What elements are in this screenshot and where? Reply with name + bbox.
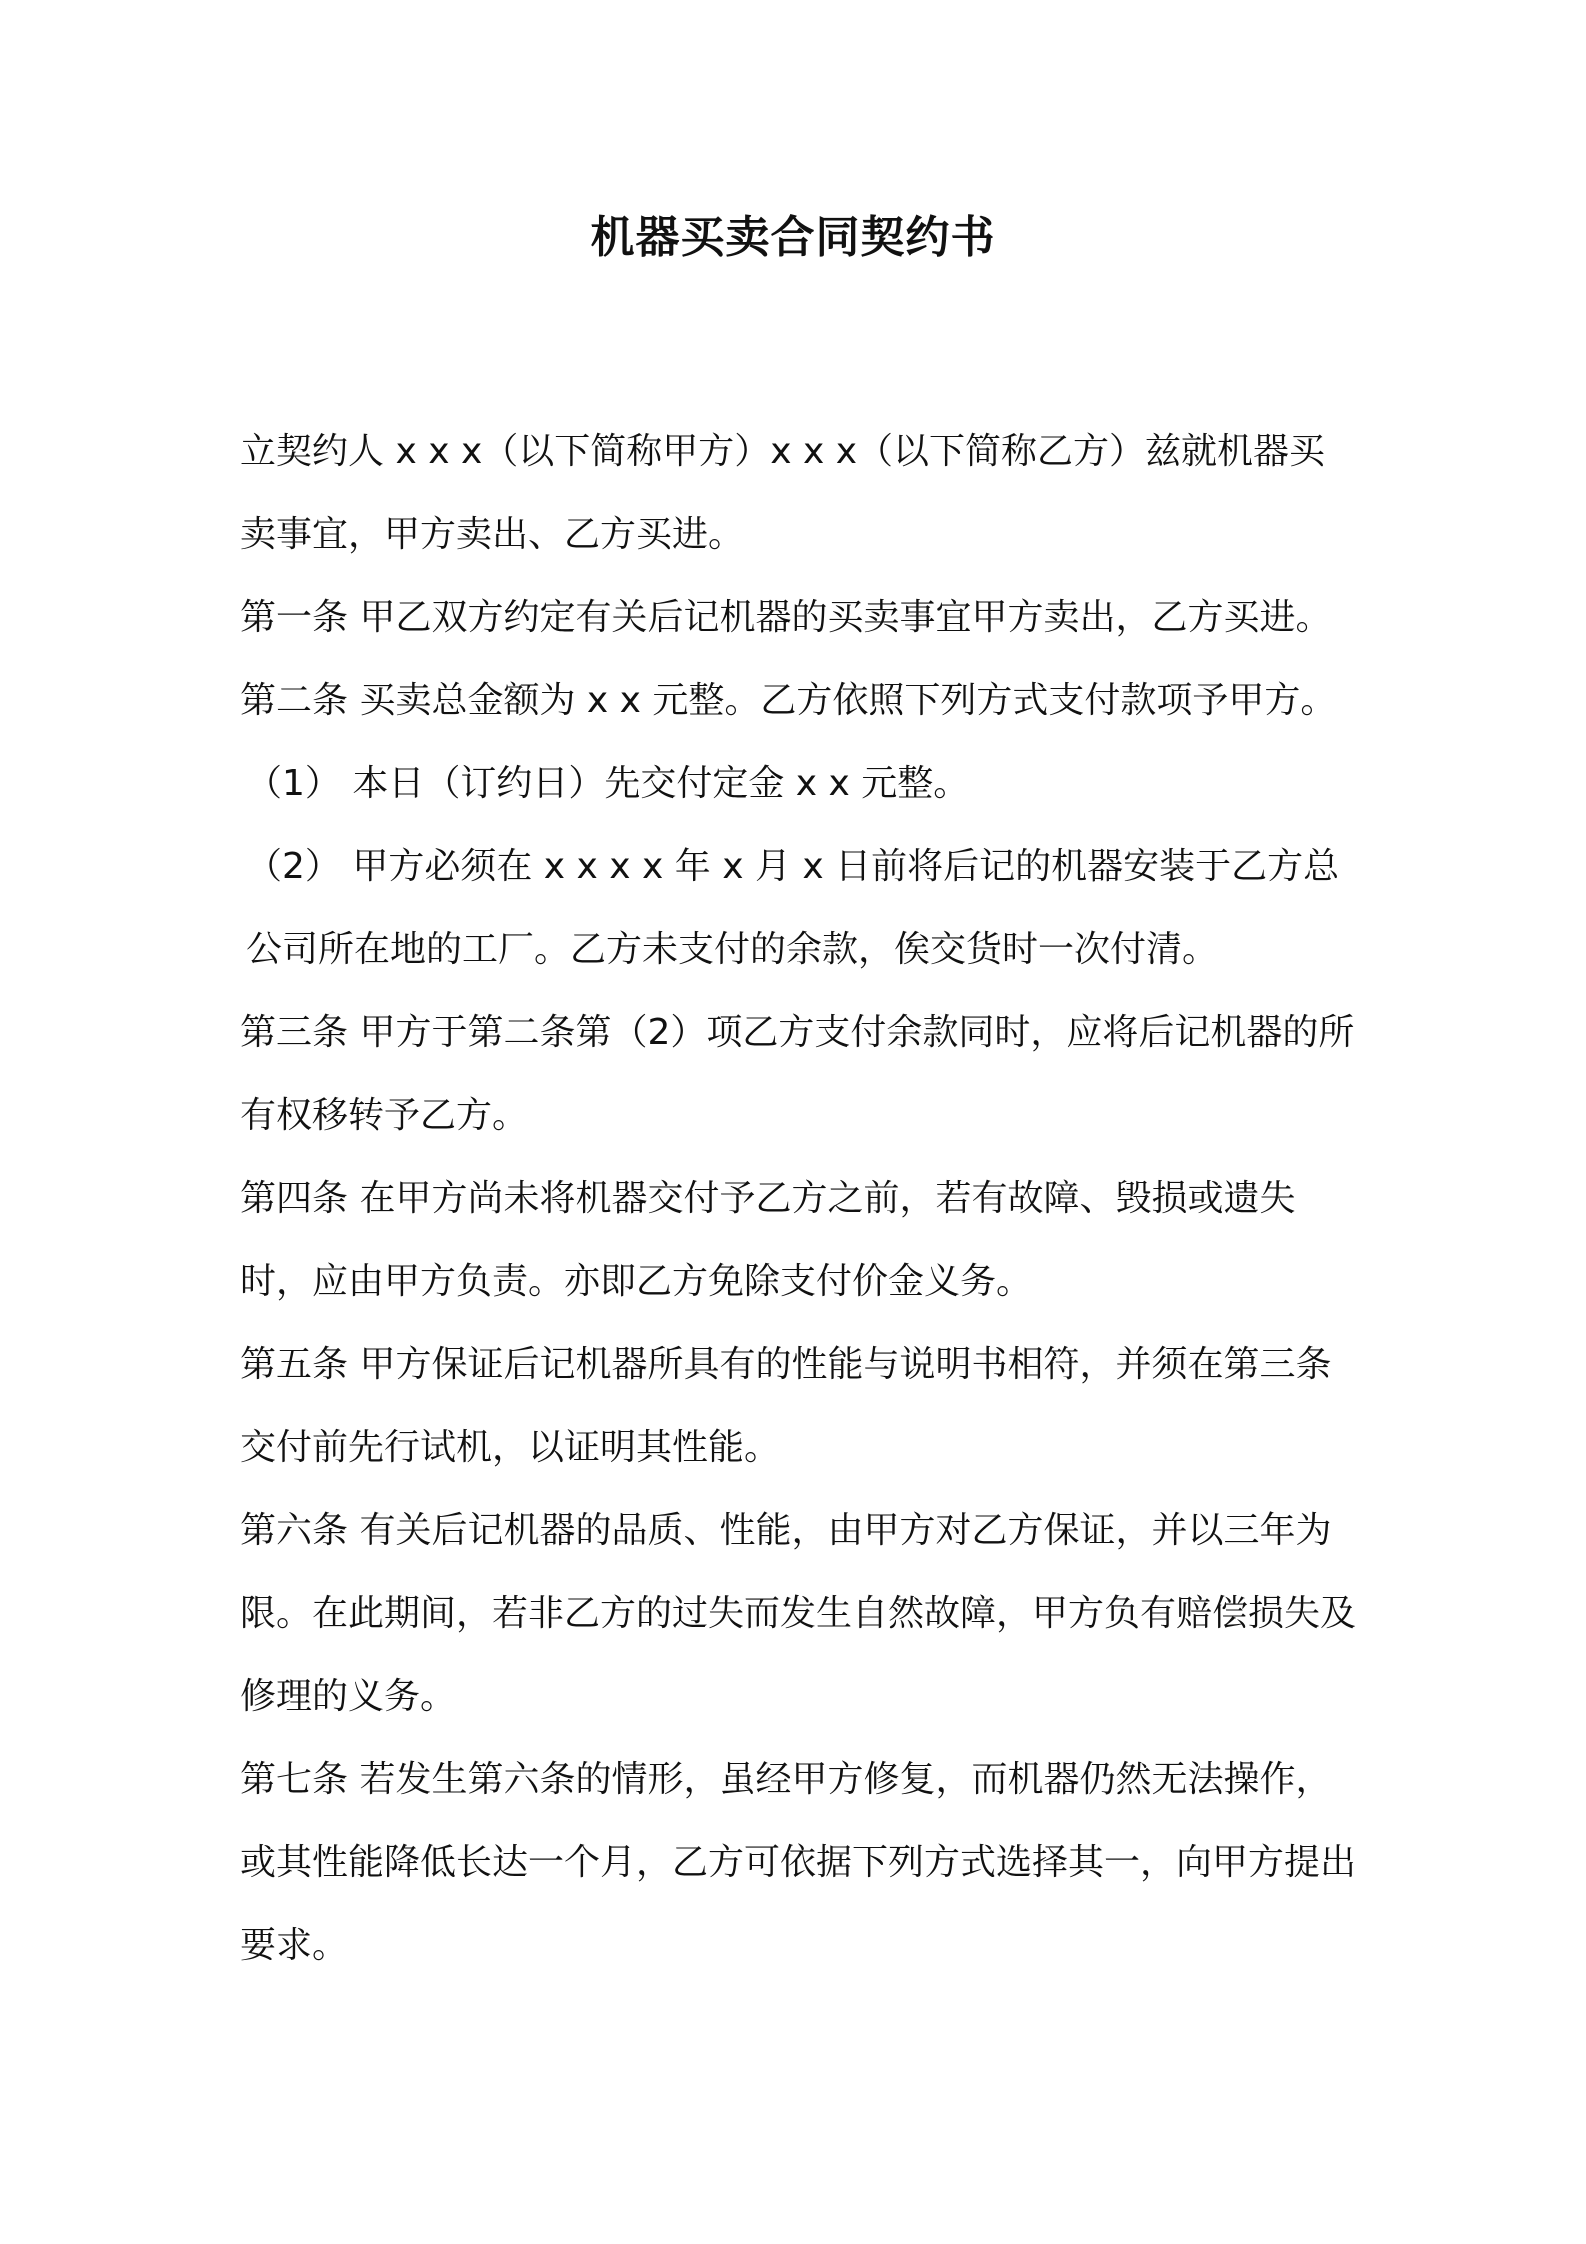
article-6-paragraph: 第六条 有关后记机器的品质、性能，由甲方对乙方保证，并以三年为限。在此期间，若非乙方的过失而发生自然故障，甲方负有赔偿损失及修理的义务。	[240, 1510, 1357, 1717]
article-1-paragraph: 第一条 甲乙双方约定有关后记机器的买卖事宜甲方卖出，乙方买进。	[240, 597, 1332, 638]
article-2-paragraph: 第二条 买卖总金额为 x x 元整。乙方依照下列方式支付款项予甲方。	[240, 680, 1337, 721]
article-2-item-1: （1） 本日（订约日）先交付定金 x x 元整。	[246, 763, 970, 804]
document-body	[240, 410, 1360, 1987]
article-7-paragraph: 第七条 若发生第六条的情形，虽经甲方修复，而机器仍然无法操作，或其性能降低长达一个月，乙方可依据下列方式选择其一，向甲方提出要求。	[240, 1759, 1357, 1966]
article-5-paragraph: 第五条 甲方保证后记机器所具有的性能与说明书相符，并须在第三条交付前先行试机，以证明其性能。	[240, 1344, 1332, 1468]
preamble-paragraph: 立契约人 x x x（以下简称甲方）x x x（以下简称乙方）兹就机器买卖事宜，甲方卖出、乙方买进。	[240, 431, 1326, 555]
document-title: 机器买卖合同契约书	[590, 212, 996, 263]
article-2-item-2: （2） 甲方必须在 x x x x 年 x 月 x 日前将后记的机器安装于乙方总公司所在地的工厂。乙方未支付的余款，俟交货时一次付清。	[246, 846, 1340, 970]
article-3-paragraph: 第三条 甲方于第二条第（2）项乙方支付余款同时，应将后记机器的所有权移转予乙方。	[240, 1012, 1355, 1136]
article-4-paragraph: 第四条 在甲方尚未将机器交付予乙方之前，若有故障、毁损或遗失时，应由甲方负责。亦即乙方免除支付价金义务。	[240, 1178, 1296, 1302]
